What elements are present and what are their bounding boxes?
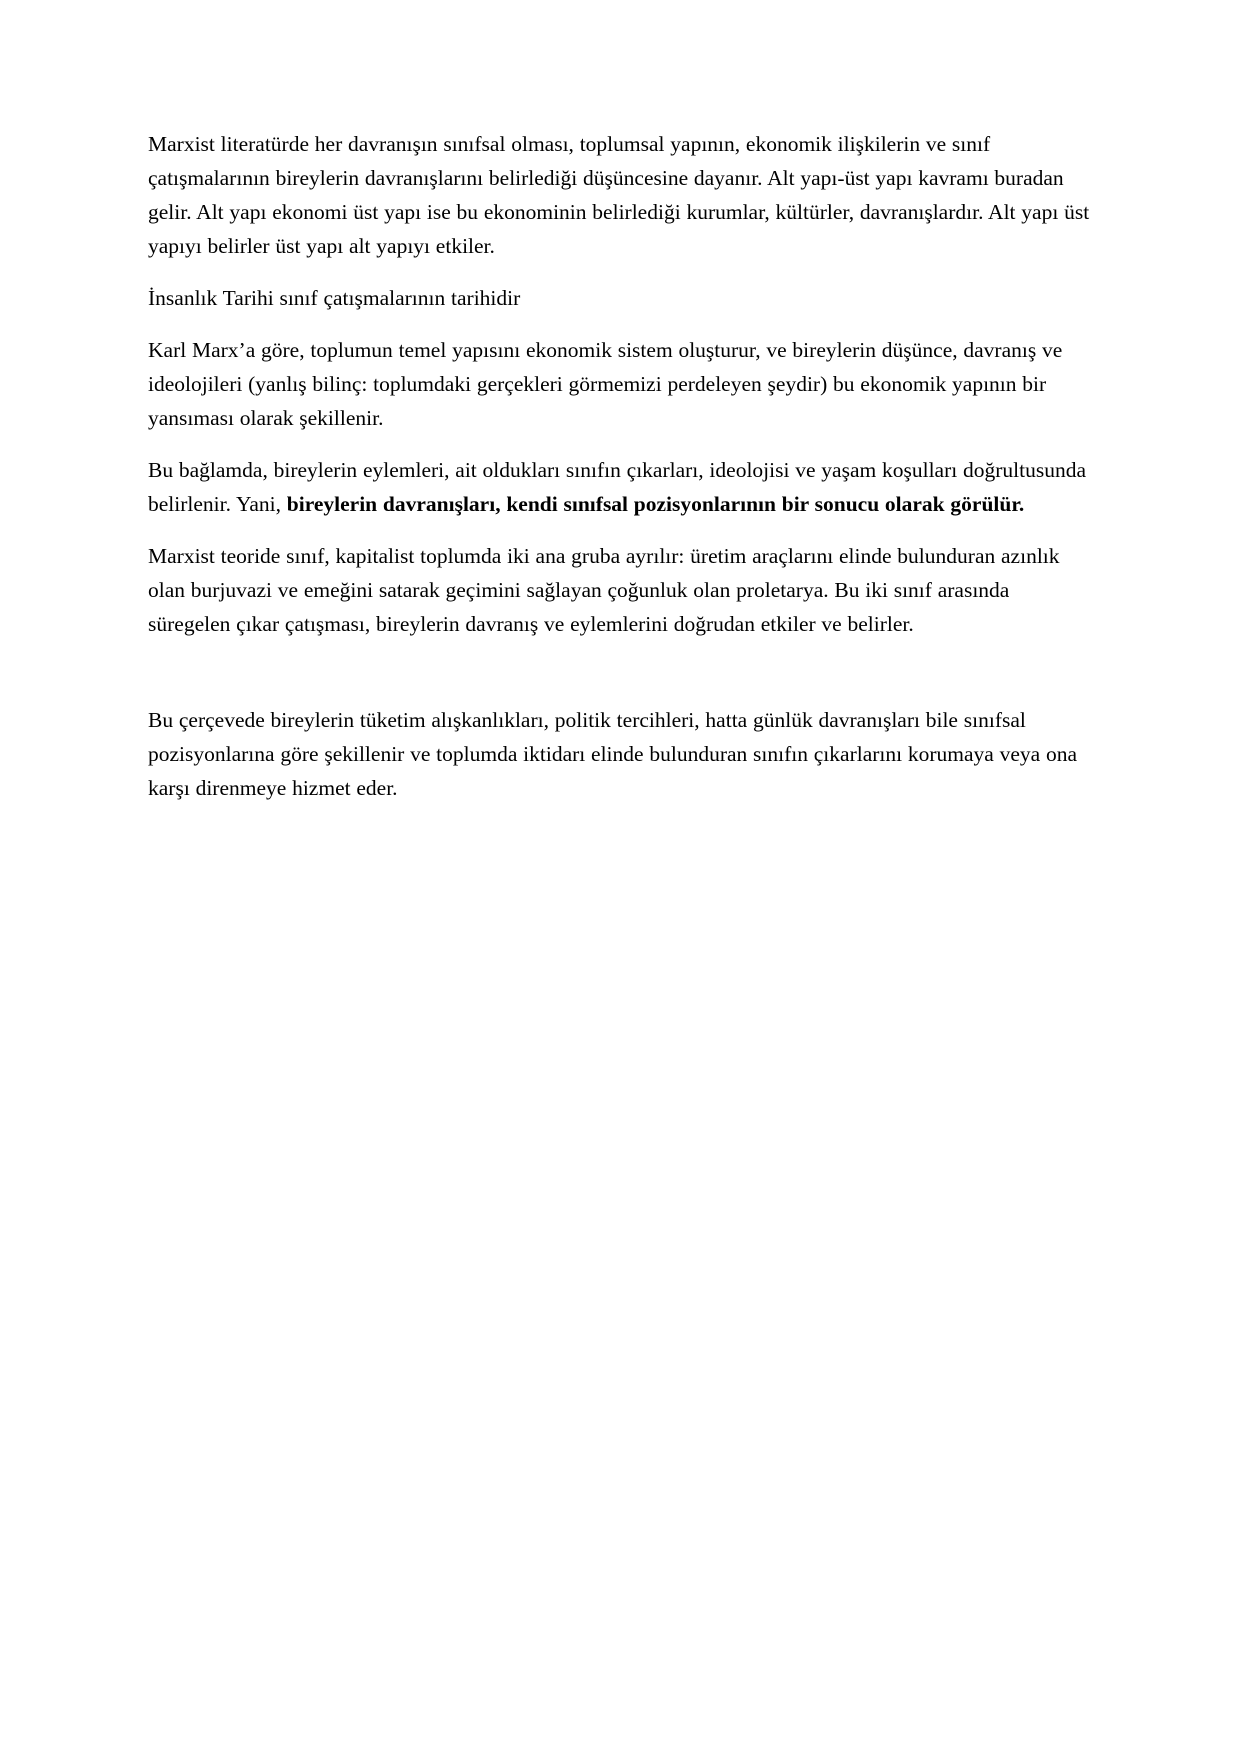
paragraph-6	[148, 704, 1093, 806]
text-run-bold: bireylerin davranışları, kendi sınıfsal pozisyonlarının bir sonucu olarak görülür.	[286, 491, 1025, 516]
text-run: Karl Marx’a göre, toplumun temel yapısını ekonomik sistem oluşturur, ve bireylerin düşünce, davranış ve ideolojileri (yanlış bilinç: toplumdaki gerçekleri görmemizi perdeleyen şeydir) bu ekonomik yapının bir yansıması olarak şekillenir.	[148, 337, 1063, 430]
text-run: Marxist literatürde her davranışın sınıfsal olması, toplumsal yapının, ekonomik ilişkilerin ve sınıf çatışmalarının bireylerin davranışlarını belirlediği düşüncesine dayanır. Alt yapı-üst yapı kavramı buradan gelir. Alt yapı ekonomi üst yapı ise bu ekonominin belirlediği kurumlar, kültürler, davranışlardır. Alt yapı üst yapıyı belirler üst yapı alt yapıyı etkiler.	[148, 132, 1090, 258]
text-run: Bu bağlamda, bireylerin eylemleri, ait oldukları sınıfın çıkarları, ideolojisi ve yaşam koşulları doğrultusunda belirlenir. Yani,	[148, 457, 1087, 516]
paragraph-2	[148, 282, 1093, 316]
paragraph-3	[148, 334, 1093, 436]
paragraph-spacer	[148, 660, 1093, 704]
paragraph-4	[148, 454, 1093, 522]
paragraph-5	[148, 540, 1093, 642]
text-run: Bu çerçevede bireylerin tüketim alışkanlıkları, politik tercihleri, hatta günlük davranışları bile sınıfsal pozisyonlarına göre şekillenir ve toplumda iktidarı elinde bulunduran sınıfın çıkarlarını korumaya veya ona karşı direnmeye hizmet eder.	[148, 707, 1078, 800]
document-body	[148, 128, 1093, 806]
text-run: İnsanlık Tarihi sınıf çatışmalarının tarihidir	[148, 285, 521, 310]
text-run: Marxist teoride sınıf, kapitalist toplumda iki ana gruba ayrılır: üretim araçlarını elinde bulunduran azınlık olan burjuvazi ve emeğini satarak geçimini sağlayan çoğunluk olan proletarya. Bu iki sınıf arasında süregelen çıkar çatışması, bireylerin davranış ve eylemlerini doğrudan etkiler ve belirler.	[148, 543, 1060, 636]
paragraph-1	[148, 128, 1093, 264]
